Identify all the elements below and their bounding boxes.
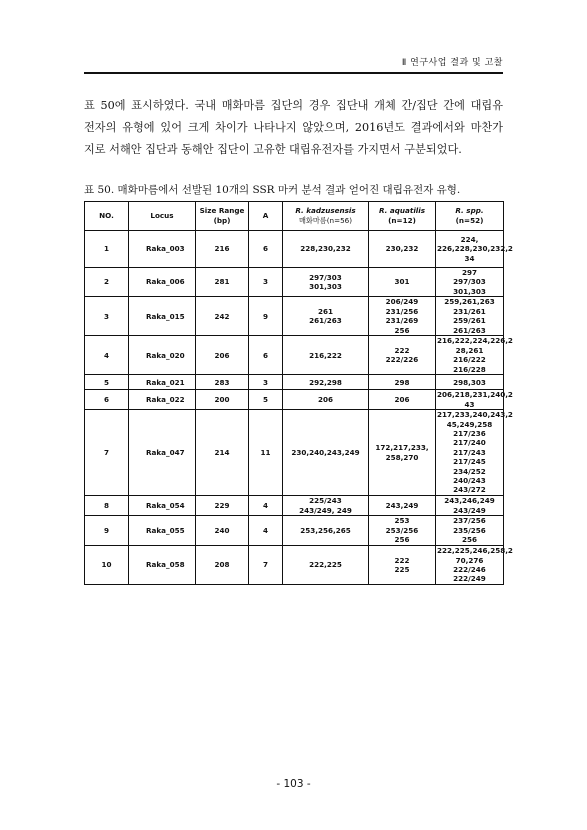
allele-line: 298 <box>394 377 410 387</box>
running-header: Ⅱ 연구사업 결과 및 고찰 <box>401 58 503 68</box>
cell-locus: Raka_021 <box>129 375 196 390</box>
table-row <box>85 231 504 268</box>
allele-line: 240/243 <box>453 476 486 486</box>
cell-locus: Raka_006 <box>129 268 196 297</box>
allele-line: 222 <box>394 555 410 565</box>
cell-r-kadzusensis <box>283 390 369 410</box>
cell-no: 1 <box>85 231 129 268</box>
cell-r-aquatilis <box>369 410 436 496</box>
allele-line: 235/256 <box>453 525 486 535</box>
allele-line: 206/249 <box>385 297 419 307</box>
paragraph-line: 전자의 유형에 있어 크게 차이가 나타나지 않았으며, 2016년도 결과에서와 마찬가 <box>84 121 503 134</box>
cell-locus: Raka_015 <box>129 297 196 336</box>
allele-line: 253,256,265 <box>300 525 351 535</box>
cell-r-aquatilis <box>369 546 436 585</box>
ssr-allele-table <box>84 201 513 585</box>
allele-line: 222/249 <box>453 574 486 584</box>
page-number: - 103 - <box>276 778 311 790</box>
table-row <box>85 410 504 496</box>
cell-r-aquatilis <box>369 516 436 546</box>
allele-line: 253/256 <box>385 525 419 535</box>
cell-a: 3 <box>249 268 283 297</box>
allele-line: 298,303 <box>453 377 486 387</box>
cell-r-aquatilis <box>369 231 436 268</box>
cell-no: 6 <box>85 390 129 410</box>
cell-r-spp <box>436 336 513 375</box>
allele-line: 230,240,243,249 <box>291 447 360 457</box>
allele-line: 261 <box>317 306 333 316</box>
table-row <box>85 268 504 297</box>
cell-r-kadzusensis <box>283 496 369 516</box>
cell-r-spp <box>436 231 513 268</box>
cell-locus: Raka_022 <box>129 390 196 410</box>
cell-r-kadzusensis <box>283 336 369 375</box>
allele-line: 297 <box>461 268 477 277</box>
body-paragraph <box>84 95 503 161</box>
allele-line: 70,276 <box>455 555 484 565</box>
table-row <box>85 375 504 390</box>
allele-line: 231/261 <box>453 306 486 316</box>
header-r-spp: R. spp. (n=52) <box>436 202 504 231</box>
allele-line: 231/256 <box>385 306 419 316</box>
cell-no: 9 <box>85 516 129 546</box>
allele-line: 230,232 <box>385 244 419 254</box>
cell-a: 9 <box>249 297 283 336</box>
cell-size-range: 240 <box>196 516 249 546</box>
cell-a: 4 <box>249 496 283 516</box>
allele-line: 45,249,258 <box>446 419 493 429</box>
allele-line: 243,249 <box>385 500 419 510</box>
cell-r-kadzusensis <box>283 546 369 585</box>
header-a: A <box>249 202 283 231</box>
paragraph-line: 표 50에 표시하였다. 국내 매화마름 집단의 경우 집단내 개체 간/집단 간에 대립유 <box>84 99 503 112</box>
cell-no: 5 <box>85 375 129 390</box>
table-row <box>85 336 504 375</box>
allele-line: 261/263 <box>309 316 342 326</box>
cell-locus: Raka_020 <box>129 336 196 375</box>
cell-size-range: 216 <box>196 231 249 268</box>
allele-line: 217/243 <box>453 447 486 457</box>
allele-line: 224, <box>460 234 479 244</box>
allele-line: 259,261,263 <box>444 297 495 307</box>
cell-no: 4 <box>85 336 129 375</box>
cell-r-spp <box>436 390 513 410</box>
cell-a: 11 <box>249 410 283 496</box>
allele-line: 222 <box>394 345 410 355</box>
cell-locus: Raka_058 <box>129 546 196 585</box>
allele-line: 172,217,233, <box>375 443 429 453</box>
table-row <box>85 297 504 336</box>
cell-r-aquatilis <box>369 496 436 516</box>
cell-size-range: 206 <box>196 336 249 375</box>
paragraph-line: 지로 서해안 집단과 동해안 집단이 고유한 대립유전자를 가지면서 구분되었다. <box>84 143 462 156</box>
cell-locus: Raka_047 <box>129 410 196 496</box>
cell-r-kadzusensis <box>283 375 369 390</box>
cell-r-spp <box>436 546 513 585</box>
allele-line: 43 <box>464 399 475 409</box>
table-row <box>85 390 504 410</box>
cell-r-kadzusensis <box>283 516 369 546</box>
cell-r-spp <box>436 410 513 496</box>
allele-line: 297/303 <box>309 272 342 282</box>
allele-line: 222/246 <box>453 565 486 575</box>
allele-line: 216,222,224,226,2 <box>437 336 513 346</box>
allele-line: 216/228 <box>453 364 486 374</box>
allele-line: 301,303 <box>309 282 342 292</box>
allele-line: 206 <box>317 394 333 404</box>
cell-r-aquatilis <box>369 268 436 297</box>
allele-line: 256 <box>394 535 410 545</box>
allele-line: 217/245 <box>453 457 486 467</box>
header-rule <box>84 72 503 74</box>
cell-size-range: 214 <box>196 410 249 496</box>
table-row <box>85 546 504 585</box>
cell-size-range: 208 <box>196 546 249 585</box>
allele-line: 243/249, 249 <box>299 505 352 515</box>
allele-line: 34 <box>464 253 475 263</box>
allele-line: 292,298 <box>309 377 342 387</box>
allele-line: 226,228,230,232,2 <box>437 244 513 254</box>
cell-a: 6 <box>249 231 283 268</box>
cell-no: 2 <box>85 268 129 297</box>
cell-size-range: 229 <box>196 496 249 516</box>
cell-r-spp <box>436 516 504 546</box>
allele-line: 234/252 <box>453 466 486 476</box>
cell-r-spp <box>436 375 504 390</box>
table-caption: 표 50. 매화마름에서 선발된 10개의 SSR 마커 분석 결과 얻어진 대립유전자 유형. <box>84 184 461 196</box>
header-no: NO. <box>85 202 129 231</box>
cell-r-aquatilis <box>369 336 436 375</box>
cell-a: 5 <box>249 390 283 410</box>
header-r-aquatilis: R. aquatilis (n=12) <box>369 202 436 231</box>
cell-a: 7 <box>249 546 283 585</box>
allele-line: 258,270 <box>385 452 419 462</box>
allele-line: 231/269 <box>385 316 419 326</box>
allele-line: 256 <box>461 535 477 545</box>
cell-r-aquatilis <box>369 297 436 336</box>
allele-line: 216,222 <box>309 350 342 360</box>
allele-line: 206,218,231,240,2 <box>437 390 513 400</box>
header-locus: Locus <box>129 202 196 231</box>
cell-size-range: 283 <box>196 375 249 390</box>
cell-locus: Raka_054 <box>129 496 196 516</box>
allele-line: 243,246,249 <box>444 496 495 506</box>
allele-line: 217/240 <box>453 438 486 448</box>
cell-r-aquatilis <box>369 375 436 390</box>
cell-r-kadzusensis <box>283 410 369 496</box>
allele-line: 301,303 <box>453 286 486 296</box>
cell-a: 3 <box>249 375 283 390</box>
allele-line: 28,261 <box>455 345 484 355</box>
table-row <box>85 516 504 546</box>
cell-no: 3 <box>85 297 129 336</box>
cell-size-range: 200 <box>196 390 249 410</box>
allele-line: 253 <box>394 516 410 526</box>
cell-r-spp <box>436 268 504 297</box>
cell-a: 6 <box>249 336 283 375</box>
allele-line: 243/249 <box>453 505 486 515</box>
allele-line: 256 <box>394 325 410 335</box>
cell-no: 7 <box>85 410 129 496</box>
allele-line: 217,233,240,243,2 <box>437 410 513 420</box>
allele-line: 228,230,232 <box>300 244 351 254</box>
cell-locus: Raka_055 <box>129 516 196 546</box>
allele-line: 225/243 <box>309 496 342 506</box>
header-r-kadzusensis: R. kadzusensis 매화마름(n=56) <box>283 202 369 231</box>
allele-line: 237/256 <box>453 516 486 526</box>
allele-line: 261/263 <box>453 325 486 335</box>
allele-line: 297/303 <box>453 277 486 287</box>
allele-line: 216/222 <box>453 355 486 365</box>
cell-r-kadzusensis <box>283 297 369 336</box>
cell-r-kadzusensis <box>283 268 369 297</box>
cell-locus: Raka_003 <box>129 231 196 268</box>
cell-no: 8 <box>85 496 129 516</box>
cell-r-spp <box>436 496 504 516</box>
allele-line: 206 <box>394 394 410 404</box>
cell-a: 4 <box>249 516 283 546</box>
allele-line: 243/272 <box>453 485 486 495</box>
allele-line: 301 <box>394 277 410 287</box>
allele-line: 222,225,246,258,2 <box>437 546 513 556</box>
table-row <box>85 496 504 516</box>
cell-r-kadzusensis <box>283 231 369 268</box>
allele-line: 225 <box>394 565 410 575</box>
allele-line: 217/236 <box>453 429 486 439</box>
cell-size-range: 281 <box>196 268 249 297</box>
allele-line: 259/261 <box>453 316 486 326</box>
cell-r-spp <box>436 297 504 336</box>
table-header-row <box>85 202 504 231</box>
cell-no: 10 <box>85 546 129 585</box>
cell-r-aquatilis <box>369 390 436 410</box>
cell-size-range: 242 <box>196 297 249 336</box>
allele-line: 222,225 <box>309 560 342 570</box>
header-size-range: Size Range (bp) <box>196 202 249 231</box>
allele-line: 222/226 <box>385 355 419 365</box>
